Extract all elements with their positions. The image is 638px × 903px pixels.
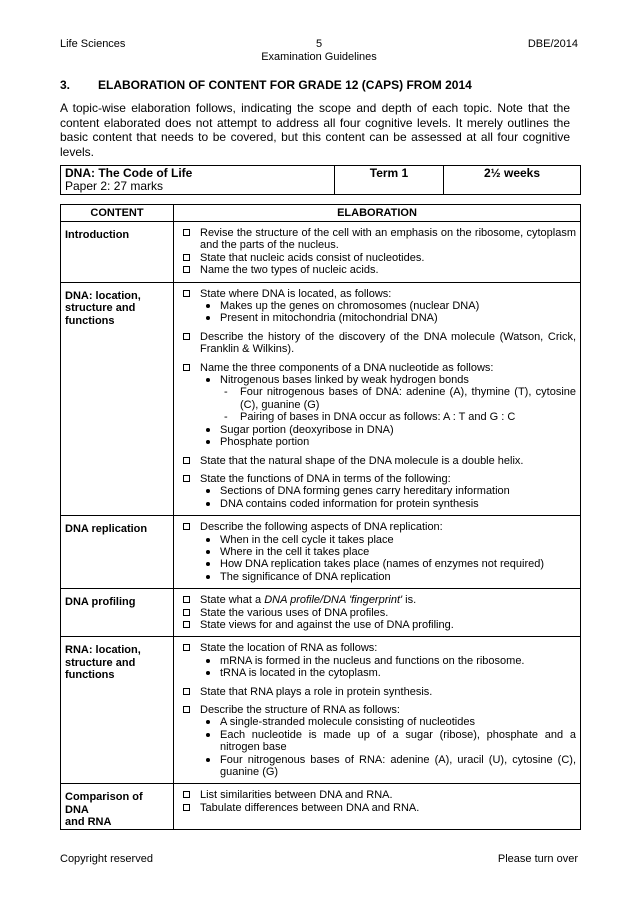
elaboration-text: Sections of DNA forming genes carry hereditary information xyxy=(220,485,510,498)
topic-title: DNA: The Code of Life xyxy=(65,166,193,180)
content-label-line: DNA profiling xyxy=(65,596,136,609)
checkbox-bullet-icon xyxy=(183,688,190,695)
round-bullet-icon xyxy=(206,489,210,493)
elaboration-cell xyxy=(174,282,581,516)
round-bullet-icon xyxy=(206,659,210,663)
elaboration-text: Name the two types of nucleic acids. xyxy=(200,264,379,277)
elaboration-item xyxy=(178,485,576,497)
elaboration-block xyxy=(178,704,576,778)
elaboration-emphasis: DNA profile/DNA 'fingerprint' xyxy=(264,594,403,607)
header-center xyxy=(60,38,578,64)
elaboration-item xyxy=(178,386,576,411)
elaboration-text: A single-stranded molecule consisting of nucleotides xyxy=(220,716,475,729)
content-label-line: Comparison of DNA xyxy=(65,791,143,816)
content-cell xyxy=(61,222,174,283)
table-row xyxy=(61,784,581,830)
elaboration-text: Sugar portion (deoxyribose in DNA) xyxy=(220,423,394,436)
elaboration-text-end: is. xyxy=(402,594,417,607)
elaboration-cell xyxy=(174,516,581,589)
elaboration-item xyxy=(178,374,576,386)
topic-table xyxy=(60,165,581,195)
round-bullet-icon xyxy=(206,720,210,724)
table-row xyxy=(61,637,581,784)
elaboration-cell xyxy=(174,784,581,830)
elaboration-item xyxy=(178,704,576,716)
elaboration-text: Phosphate portion xyxy=(220,436,310,449)
round-bullet-icon xyxy=(206,671,210,675)
elaboration-item xyxy=(178,498,576,510)
content-label-line: structure and xyxy=(65,656,136,669)
elaboration-cell xyxy=(174,589,581,637)
elaboration-item xyxy=(178,312,576,324)
section-heading xyxy=(60,78,580,92)
elaboration-text: Describe the history of the discovery of the DNA molecule (Watson, Crick, Franklin & Wilkins). xyxy=(200,330,576,356)
checkbox-bullet-icon xyxy=(183,290,190,297)
elaboration-item xyxy=(178,300,576,312)
elaboration-block xyxy=(178,227,576,277)
topic-duration: 2½ weeks xyxy=(444,166,581,195)
round-bullet-icon xyxy=(206,440,210,444)
round-bullet-icon xyxy=(206,562,210,566)
dash-bullet-icon: - xyxy=(224,411,228,424)
elaboration-text: State the location of RNA as follows: xyxy=(200,642,378,655)
elaboration-block xyxy=(178,594,576,631)
checkbox-bullet-icon xyxy=(183,254,190,261)
elaboration-text: Tabulate differences between DNA and RNA. xyxy=(200,801,420,814)
topic-term: Term 1 xyxy=(335,166,444,195)
elaboration-text: Pairing of bases in DNA occur as follows: A : T and G : C xyxy=(240,411,516,424)
elaboration-text: State what a xyxy=(200,594,265,607)
elaboration-item xyxy=(178,686,576,698)
elaboration-cell xyxy=(174,222,581,283)
elaboration-item xyxy=(178,754,576,779)
content-label-line: Introduction xyxy=(65,229,130,241)
checkbox-bullet-icon xyxy=(183,706,190,713)
elaboration-block xyxy=(178,362,576,449)
elaboration-block xyxy=(178,473,576,510)
elaboration-item xyxy=(178,424,576,436)
elaboration-text: DNA contains coded information for protein synthesis xyxy=(220,497,479,510)
header-code: DBE/2014 xyxy=(527,38,578,50)
elaboration-item xyxy=(178,594,576,606)
round-bullet-icon xyxy=(206,316,210,320)
elaboration-item xyxy=(178,288,576,300)
elaboration-text: Four nitrogenous bases of DNA: adenine (A), thymine (T), cytosine (C), guanine (G) xyxy=(240,386,576,411)
elaboration-item xyxy=(178,619,576,631)
round-bullet-icon xyxy=(206,575,210,579)
content-header: CONTENT xyxy=(61,205,174,222)
elaboration-text: Nitrogenous bases linked by weak hydrogen bonds xyxy=(220,374,469,387)
elaboration-item xyxy=(178,716,576,728)
elaboration-text: Present in mitochondria (mitochondrial DNA) xyxy=(220,312,438,325)
elaboration-block xyxy=(178,521,576,583)
elaboration-header: ELABORATION xyxy=(174,205,581,222)
dash-bullet-icon: - xyxy=(224,386,228,399)
elaboration-item xyxy=(178,473,576,485)
elaboration-text: State that nucleic acids consist of nucleotides. xyxy=(200,251,425,264)
elaboration-block xyxy=(178,642,576,679)
elaboration-item xyxy=(178,607,576,619)
page-number: 5 xyxy=(315,38,323,50)
elaboration-text: State where DNA is located, as follows: xyxy=(200,287,392,300)
elaboration-item xyxy=(178,362,576,374)
elaboration-text: Where in the cell it takes place xyxy=(220,545,370,558)
checkbox-bullet-icon xyxy=(183,791,190,798)
round-bullet-icon xyxy=(206,550,210,554)
elaboration-text: State that RNA plays a role in protein synthesis. xyxy=(200,685,433,698)
checkbox-bullet-icon xyxy=(183,523,190,530)
elaboration-text: List similarities between DNA and RNA. xyxy=(200,789,393,802)
content-label-line: and RNA xyxy=(65,816,112,829)
round-bullet-icon xyxy=(206,304,210,308)
table-row xyxy=(61,282,581,516)
elaboration-item xyxy=(178,534,576,546)
section-title: ELABORATION OF CONTENT FOR GRADE 12 (CAPS) FROM 2014 xyxy=(98,78,472,92)
round-bullet-icon xyxy=(206,428,210,432)
elaboration-item xyxy=(178,558,576,570)
elaboration-item xyxy=(178,411,576,423)
elaboration-text: Describe the structure of RNA as follows: xyxy=(200,704,400,716)
footer-copyright: Copyright reserved xyxy=(60,853,153,865)
content-cell xyxy=(61,589,174,637)
footer-turn-over: Please turn over xyxy=(497,853,578,865)
elaboration-text: When in the cell cycle it takes place xyxy=(220,533,394,546)
elaboration-item xyxy=(178,252,576,264)
checkbox-bullet-icon xyxy=(183,621,190,628)
elaboration-text: Name the three components of a DNA nucleotide as follows: xyxy=(200,361,494,374)
section-number: 3. xyxy=(60,78,71,92)
round-bullet-icon xyxy=(206,758,210,762)
elaboration-item xyxy=(178,264,576,276)
elaboration-text: State the various uses of DNA profiles. xyxy=(200,606,389,619)
checkbox-bullet-icon xyxy=(183,609,190,616)
content-label-line: structure and xyxy=(65,302,136,315)
elaboration-item xyxy=(178,227,576,252)
content-label-line: functions xyxy=(65,669,115,682)
elaboration-item xyxy=(178,655,576,667)
elaboration-item xyxy=(178,802,576,814)
intro-paragraph: A topic-wise elaboration follows, indicating the scope and depth of each topic. Note that the content elaborated does not attempt to address all four cognitive levels. It merely outlines the basic content that needs to be covered, but this content can be assessed at all four cognitive levels. xyxy=(60,101,570,159)
table-row xyxy=(61,589,581,637)
round-bullet-icon xyxy=(206,378,210,382)
content-label-line: DNA: location, xyxy=(65,289,141,302)
elaboration-item xyxy=(178,331,576,356)
content-cell xyxy=(61,784,174,830)
checkbox-bullet-icon xyxy=(183,364,190,371)
checkbox-bullet-icon xyxy=(183,804,190,811)
content-label-line: functions xyxy=(65,314,115,327)
elaboration-text: Describe the following aspects of DNA replication: xyxy=(200,521,443,534)
checkbox-bullet-icon xyxy=(183,475,190,482)
elaboration-block xyxy=(178,686,576,698)
elaboration-block xyxy=(178,331,576,356)
elaboration-item xyxy=(178,546,576,558)
elaboration-text: State that the natural shape of the DNA molecule is a double helix. xyxy=(200,454,524,467)
header-subject: Life Sciences xyxy=(60,38,126,50)
elaboration-text: tRNA is located in the cytoplasm. xyxy=(220,667,381,680)
checkbox-bullet-icon xyxy=(183,644,190,651)
checkbox-bullet-icon xyxy=(183,457,190,464)
elaboration-block xyxy=(178,288,576,325)
round-bullet-icon xyxy=(206,502,210,506)
page-header xyxy=(60,38,578,68)
round-bullet-icon xyxy=(206,538,210,542)
elaboration-text: State views for and against the use of DNA profiling. xyxy=(200,618,454,631)
content-cell xyxy=(61,516,174,589)
elaboration-item xyxy=(178,667,576,679)
elaboration-block xyxy=(178,455,576,467)
checkbox-bullet-icon xyxy=(183,229,190,236)
header-subtitle: Examination Guidelines xyxy=(261,51,377,63)
elaboration-text: Each nucleotide is made up of a sugar (ribose), phosphate and a nitrogen base xyxy=(220,728,576,754)
table-row xyxy=(61,222,581,283)
checkbox-bullet-icon xyxy=(183,333,190,340)
checkbox-bullet-icon xyxy=(183,266,190,273)
table-row xyxy=(61,516,581,589)
content-label-line: DNA replication xyxy=(65,523,148,536)
topic-cell xyxy=(61,166,335,195)
elaboration-item xyxy=(178,571,576,583)
elaboration-item xyxy=(178,455,576,467)
checkbox-bullet-icon xyxy=(183,596,190,603)
content-cell xyxy=(61,637,174,784)
content-table xyxy=(60,204,581,830)
elaboration-text: State the functions of DNA in terms of the following: xyxy=(200,472,451,485)
content-table-body xyxy=(61,222,581,830)
elaboration-item xyxy=(178,729,576,754)
elaboration-text: How DNA replication takes place (names of enzymes not required) xyxy=(220,558,545,571)
elaboration-text: Four nitrogenous bases of RNA: adenine (A), uracil (U), cytosine (C), guanine (G) xyxy=(220,753,576,779)
elaboration-text: mRNA is formed in the nucleus and functions on the ribosome. xyxy=(220,654,525,667)
elaboration-cell xyxy=(174,637,581,784)
elaboration-text: The significance of DNA replication xyxy=(220,570,391,583)
round-bullet-icon xyxy=(206,733,210,737)
content-label-line: RNA: location, xyxy=(65,644,141,657)
elaboration-text: Revise the structure of the cell with an emphasis on the ribosome, cytoplasm and the parts of the nucleus. xyxy=(200,227,576,252)
elaboration-item xyxy=(178,436,576,448)
elaboration-item xyxy=(178,789,576,801)
elaboration-block xyxy=(178,789,576,814)
content-cell xyxy=(61,282,174,516)
elaboration-text: Makes up the genes on chromosomes (nuclear DNA) xyxy=(220,300,480,313)
elaboration-item xyxy=(178,521,576,533)
topic-paper: Paper 2: 27 marks xyxy=(65,179,164,193)
elaboration-item xyxy=(178,642,576,654)
